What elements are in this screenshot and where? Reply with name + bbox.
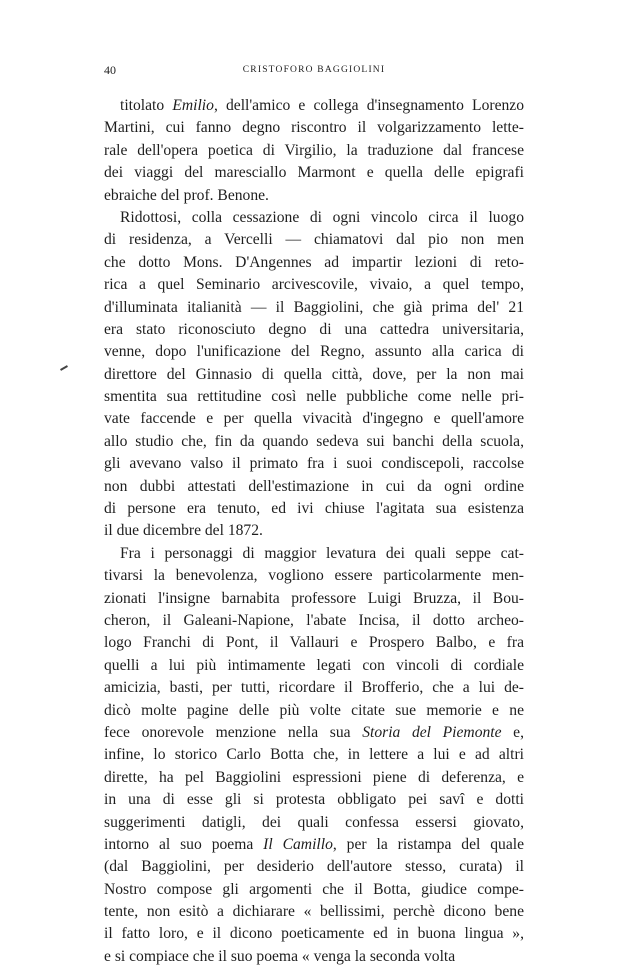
running-title: CRISTOFORO BAGGIOLINI bbox=[242, 65, 386, 75]
text-line: di residenza, a Vercelli — chiamatovi dal pio non men bbox=[104, 231, 524, 249]
text-line: amicizia, basti, per tutti, ricordare il Brofferio, che a lui de- bbox=[104, 679, 524, 697]
text-line: era stato riconosciuto degno di una cattedra universitaria, bbox=[104, 320, 524, 338]
text-line: titolato Emilio, dell'amico e collega d'insegnamento Lorenzo bbox=[120, 97, 524, 114]
text-line: venne, dopo l'unificazione del Regno, assunto alla carica di bbox=[104, 343, 524, 361]
text-line: suggerimenti datigli, dei quali confessa essersi giovato, bbox=[104, 813, 524, 831]
text-line: dirette, ha pel Baggiolini espressioni piene di deferenza, e bbox=[104, 768, 524, 786]
text-line: dei viaggi del maresciallo Marmont e quella delle epigrafi bbox=[104, 164, 524, 182]
text-line: (dal Baggiolini, per desiderio dell'autore stesso, curata) il bbox=[104, 858, 524, 876]
text-line: dicò molte pagine delle più volte citate sue memorie e ne bbox=[104, 701, 524, 719]
text-line: il fatto loro, e il dicono poeticamente ed in buona lingua », bbox=[104, 925, 524, 943]
text-line: rica a quel Seminario arcivescovile, vivaio, a quel tempo, bbox=[104, 276, 524, 294]
text-line: Martini, cui fanno degno riscontro il volgarizzamento lette- bbox=[104, 119, 524, 137]
margin-mark bbox=[60, 365, 68, 371]
text-line: Nostro compose gli argomenti che il Botta, giudice compe- bbox=[104, 880, 524, 898]
text-line: smentita sua rettitudine così nelle pubbliche come nelle pri- bbox=[104, 388, 524, 406]
text-line: Ridottosi, colla cessazione di ogni vincolo circa il luogo bbox=[120, 208, 524, 226]
text-line: gli avevano valso il primato fra i suoi condiscepoli, raccolse bbox=[104, 455, 524, 473]
paragraph bbox=[104, 543, 524, 968]
text-line: Fra i personaggi di maggior levatura dei quali seppe cat- bbox=[120, 544, 524, 562]
text-line: il due dicembre del 1872. bbox=[104, 522, 263, 540]
text-line: logo Franchi di Pont, il Vallauri e Prospero Balbo, e fra bbox=[104, 634, 524, 652]
text-line: che dotto Mons. D'Angennes ad impartir lezioni di reto- bbox=[104, 253, 524, 271]
text-line: non dubbi attestati dell'estimazione in cui da ogni ordine bbox=[104, 477, 524, 495]
text-line: vate faccende e per quella vivacità d'ingegno e quell'amore bbox=[104, 410, 524, 428]
text-line: direttore del Ginnasio di quella città, dove, per la non mai bbox=[104, 365, 524, 383]
text-line: in una di esse gli si protesta obbligato pei savî e dotti bbox=[104, 791, 524, 809]
text-line: d'illuminata italianità — il Baggiolini, che già prima del' 21 bbox=[104, 298, 524, 316]
text-line: ebraiche del prof. Benone. bbox=[104, 186, 269, 204]
text-line: allo studio che, fin da quando sedeva sui banchi della scuola, bbox=[104, 432, 524, 450]
body-text bbox=[104, 95, 524, 968]
text-line: tente, non esitò a dichiarare « bellissimi, perchè dicono bene bbox=[104, 903, 524, 921]
text-line: fece onorevole menzione nella sua Storia del Piemonte e, bbox=[104, 723, 524, 741]
paragraph bbox=[104, 95, 524, 207]
text-line: cheron, il Galeani-Napione, l'abate Incisa, il dotto archeo- bbox=[104, 611, 524, 629]
text-line: rale dell'opera poetica di Virgilio, la traduzione dal francese bbox=[104, 141, 524, 159]
text-line: e si compiace che il suo poema « venga la seconda volta bbox=[104, 947, 456, 965]
text-line: infine, lo storico Carlo Botta che, in lettere a lui e ad altri bbox=[104, 746, 524, 764]
page-number: 40 bbox=[104, 63, 116, 77]
text-line: quelli a lui più intimamente legati con vincoli di cordiale bbox=[104, 656, 524, 674]
text-line: zionati l'insigne barnabita professore Luigi Bruzza, il Bou- bbox=[104, 589, 524, 607]
paragraph bbox=[104, 207, 524, 543]
text-line: di persone era tenuto, ed ivi chiuse l'agitata sua esistenza bbox=[104, 500, 524, 518]
running-head bbox=[104, 61, 524, 79]
text-line: intorno al suo poema Il Camillo, per la ristampa del quale bbox=[104, 835, 524, 853]
text-line: tivarsi la benevolenza, vogliono essere particolarmente men- bbox=[104, 567, 524, 585]
